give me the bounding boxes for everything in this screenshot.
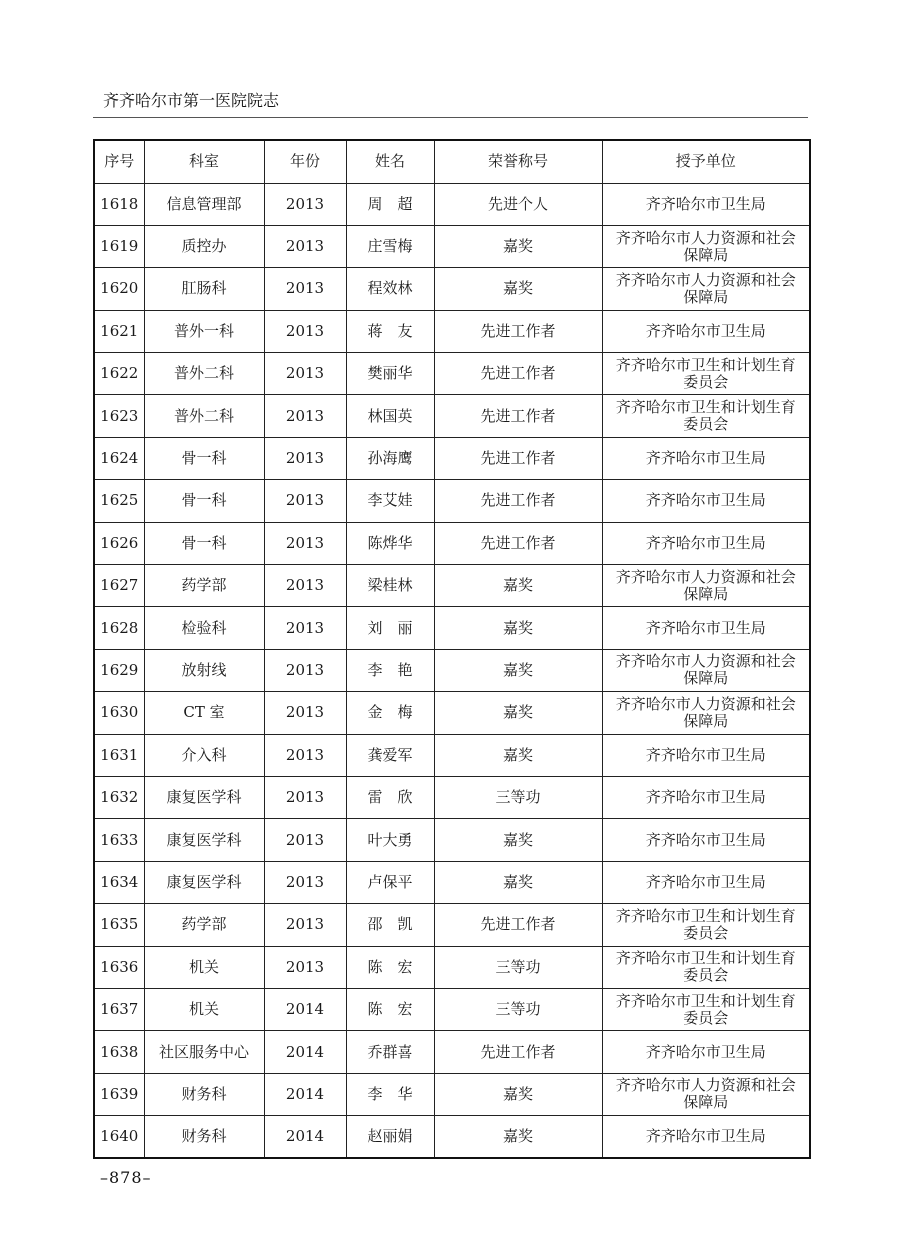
- table-row: [94, 1031, 810, 1073]
- unit-line-1: 齐齐哈尔市卫生局: [645, 788, 766, 807]
- column-header-name: 姓名: [346, 140, 434, 183]
- column-header-unit: 授予单位: [602, 140, 810, 183]
- cell-name: 陈 宏: [346, 946, 434, 988]
- table-row: [94, 183, 810, 225]
- cell-name: 孙海鹰: [346, 437, 434, 479]
- cell-no: 1633: [94, 819, 144, 861]
- cell-year: 2013: [264, 225, 346, 267]
- cell-dept: 机关: [144, 988, 264, 1030]
- cell-unit: [602, 946, 810, 988]
- table-row: [94, 480, 810, 522]
- cell-dept: 骨一科: [144, 437, 264, 479]
- cell-no: 1622: [94, 353, 144, 395]
- cell-honor: 三等功: [434, 946, 602, 988]
- unit-line-2: 保障局: [683, 287, 729, 306]
- cell-honor: 三等功: [434, 988, 602, 1030]
- cell-unit: [602, 395, 810, 437]
- cell-name: 龚爱军: [346, 734, 434, 776]
- unit-line-2: 保障局: [683, 711, 729, 730]
- cell-no: 1624: [94, 437, 144, 479]
- cell-name: 蒋 友: [346, 310, 434, 352]
- cell-name: 陈 宏: [346, 988, 434, 1030]
- unit-line-2: 委员会: [683, 923, 729, 942]
- column-header-no: 序号: [94, 140, 144, 183]
- table-row: [94, 607, 810, 649]
- table-row: [94, 353, 810, 395]
- cell-dept: 社区服务中心: [144, 1031, 264, 1073]
- cell-honor: 嘉奖: [434, 649, 602, 691]
- cell-honor: 三等功: [434, 776, 602, 818]
- unit-line-1: 齐齐哈尔市卫生局: [645, 745, 766, 764]
- table-row: [94, 819, 810, 861]
- cell-unit: [602, 353, 810, 395]
- cell-year: 2014: [264, 988, 346, 1030]
- cell-dept: 骨一科: [144, 522, 264, 564]
- unit-line-1: 齐齐哈尔市卫生局: [645, 533, 766, 552]
- cell-unit: [602, 819, 810, 861]
- table-row: [94, 692, 810, 734]
- cell-dept: 财务科: [144, 1073, 264, 1115]
- cell-year: 2013: [264, 353, 346, 395]
- unit-line-1: 齐齐哈尔市人力资源和社会: [615, 1076, 796, 1095]
- table-header-row: [94, 140, 810, 183]
- cell-year: 2013: [264, 819, 346, 861]
- table-row: [94, 225, 810, 267]
- table-row: [94, 310, 810, 352]
- cell-no: 1632: [94, 776, 144, 818]
- cell-year: 2013: [264, 776, 346, 818]
- unit-line-2: 保障局: [683, 669, 729, 688]
- cell-unit: [602, 1116, 810, 1158]
- cell-name: 李 华: [346, 1073, 434, 1115]
- cell-dept: 康复医学科: [144, 861, 264, 903]
- cell-no: 1619: [94, 225, 144, 267]
- cell-no: 1630: [94, 692, 144, 734]
- cell-unit: [602, 1031, 810, 1073]
- table-row: [94, 268, 810, 310]
- running-header-title: 齐齐哈尔市第一医院院志: [103, 91, 280, 110]
- cell-unit: [602, 692, 810, 734]
- unit-line-1: 齐齐哈尔市卫生局: [645, 194, 766, 213]
- cell-unit: [602, 649, 810, 691]
- cell-dept: 肛肠科: [144, 268, 264, 310]
- cell-year: 2014: [264, 1073, 346, 1115]
- cell-year: 2013: [264, 946, 346, 988]
- cell-year: 2013: [264, 310, 346, 352]
- table-row: [94, 437, 810, 479]
- cell-name: 梁桂林: [346, 565, 434, 607]
- cell-honor: 先进工作者: [434, 522, 602, 564]
- cell-name: 李 艳: [346, 649, 434, 691]
- table-row: [94, 1116, 810, 1158]
- unit-line-1: 齐齐哈尔市人力资源和社会: [615, 694, 796, 713]
- cell-name: 庄雪梅: [346, 225, 434, 267]
- cell-no: 1618: [94, 183, 144, 225]
- header-rule: [93, 117, 808, 118]
- table-row: [94, 734, 810, 776]
- unit-line-1: 齐齐哈尔市卫生和计划生育: [615, 398, 796, 417]
- cell-honor: 先进工作者: [434, 437, 602, 479]
- table-row: [94, 988, 810, 1030]
- cell-no: 1638: [94, 1031, 144, 1073]
- cell-no: 1629: [94, 649, 144, 691]
- cell-name: 林国英: [346, 395, 434, 437]
- cell-dept: 康复医学科: [144, 819, 264, 861]
- unit-line-1: 齐齐哈尔市卫生局: [645, 321, 766, 340]
- cell-unit: [602, 480, 810, 522]
- cell-unit: [602, 565, 810, 607]
- cell-unit: [602, 904, 810, 946]
- cell-year: 2013: [264, 395, 346, 437]
- cell-name: 卢保平: [346, 861, 434, 903]
- cell-no: 1637: [94, 988, 144, 1030]
- cell-honor: 嘉奖: [434, 1073, 602, 1115]
- cell-year: 2013: [264, 522, 346, 564]
- cell-dept: 介入科: [144, 734, 264, 776]
- cell-unit: [602, 225, 810, 267]
- unit-line-1: 齐齐哈尔市卫生局: [645, 830, 766, 849]
- table-row: [94, 649, 810, 691]
- cell-year: 2013: [264, 268, 346, 310]
- cell-dept: 普外二科: [144, 353, 264, 395]
- cell-dept: 信息管理部: [144, 183, 264, 225]
- cell-name: 邵 凯: [346, 904, 434, 946]
- cell-honor: 先进工作者: [434, 480, 602, 522]
- cell-name: 周 超: [346, 183, 434, 225]
- cell-dept: 药学部: [144, 904, 264, 946]
- cell-unit: [602, 310, 810, 352]
- unit-line-2: 委员会: [683, 966, 729, 985]
- unit-line-1: 齐齐哈尔市卫生局: [645, 1127, 766, 1146]
- cell-honor: 嘉奖: [434, 607, 602, 649]
- unit-line-1: 齐齐哈尔市人力资源和社会: [615, 228, 796, 247]
- cell-no: 1621: [94, 310, 144, 352]
- table-row: [94, 946, 810, 988]
- cell-unit: [602, 607, 810, 649]
- cell-honor: 先进工作者: [434, 310, 602, 352]
- cell-no: 1636: [94, 946, 144, 988]
- unit-line-1: 齐齐哈尔市卫生和计划生育: [615, 991, 796, 1010]
- cell-dept: 骨一科: [144, 480, 264, 522]
- cell-year: 2013: [264, 692, 346, 734]
- cell-honor: 嘉奖: [434, 565, 602, 607]
- honors-table: [93, 139, 811, 1159]
- cell-honor: 先进工作者: [434, 395, 602, 437]
- cell-dept: 财务科: [144, 1116, 264, 1158]
- cell-unit: [602, 734, 810, 776]
- cell-honor: 嘉奖: [434, 861, 602, 903]
- cell-unit: [602, 861, 810, 903]
- cell-no: 1640: [94, 1116, 144, 1158]
- unit-line-1: 齐齐哈尔市卫生局: [645, 491, 766, 510]
- table-row: [94, 565, 810, 607]
- unit-line-1: 齐齐哈尔市卫生和计划生育: [615, 949, 796, 968]
- table-row: [94, 522, 810, 564]
- cell-unit: [602, 1073, 810, 1115]
- cell-dept: 普外二科: [144, 395, 264, 437]
- cell-honor: 先进个人: [434, 183, 602, 225]
- column-header-dept: 科室: [144, 140, 264, 183]
- unit-line-1: 齐齐哈尔市卫生局: [645, 618, 766, 637]
- table-row: [94, 1073, 810, 1115]
- cell-honor: 先进工作者: [434, 904, 602, 946]
- cell-no: 1631: [94, 734, 144, 776]
- cell-honor: 先进工作者: [434, 1031, 602, 1073]
- unit-line-2: 委员会: [683, 1008, 729, 1027]
- cell-honor: 嘉奖: [434, 1116, 602, 1158]
- cell-year: 2013: [264, 861, 346, 903]
- cell-no: 1639: [94, 1073, 144, 1115]
- cell-unit: [602, 522, 810, 564]
- cell-name: 金 梅: [346, 692, 434, 734]
- cell-year: 2013: [264, 437, 346, 479]
- cell-no: 1628: [94, 607, 144, 649]
- cell-name: 雷 欣: [346, 776, 434, 818]
- cell-honor: 嘉奖: [434, 692, 602, 734]
- cell-year: 2013: [264, 649, 346, 691]
- column-header-year: 年份: [264, 140, 346, 183]
- cell-year: 2013: [264, 734, 346, 776]
- cell-honor: 先进工作者: [434, 353, 602, 395]
- unit-line-1: 齐齐哈尔市人力资源和社会: [615, 652, 796, 671]
- cell-name: 赵丽娟: [346, 1116, 434, 1158]
- unit-line-1: 齐齐哈尔市卫生局: [645, 1042, 766, 1061]
- cell-honor: 嘉奖: [434, 225, 602, 267]
- cell-name: 陈烨华: [346, 522, 434, 564]
- cell-unit: [602, 776, 810, 818]
- unit-line-1: 齐齐哈尔市卫生局: [645, 449, 766, 468]
- cell-year: 2013: [264, 607, 346, 649]
- column-header-honor: 荣誉称号: [434, 140, 602, 183]
- cell-year: 2013: [264, 480, 346, 522]
- cell-year: 2014: [264, 1031, 346, 1073]
- unit-line-2: 保障局: [683, 1093, 729, 1112]
- cell-year: 2013: [264, 565, 346, 607]
- cell-no: 1635: [94, 904, 144, 946]
- unit-line-2: 保障局: [683, 584, 729, 603]
- cell-name: 樊丽华: [346, 353, 434, 395]
- cell-name: 李艾娃: [346, 480, 434, 522]
- unit-line-2: 保障局: [683, 245, 729, 264]
- cell-honor: 嘉奖: [434, 268, 602, 310]
- table-row: [94, 904, 810, 946]
- cell-no: 1620: [94, 268, 144, 310]
- unit-line-1: 齐齐哈尔市卫生局: [645, 872, 766, 891]
- cell-year: 2013: [264, 904, 346, 946]
- unit-line-2: 委员会: [683, 415, 729, 434]
- cell-name: 程效林: [346, 268, 434, 310]
- cell-year: 2014: [264, 1116, 346, 1158]
- cell-year: 2013: [264, 183, 346, 225]
- unit-line-1: 齐齐哈尔市卫生和计划生育: [615, 906, 796, 925]
- cell-dept: 康复医学科: [144, 776, 264, 818]
- cell-dept: 机关: [144, 946, 264, 988]
- table-row: [94, 776, 810, 818]
- cell-unit: [602, 988, 810, 1030]
- unit-line-1: 齐齐哈尔市人力资源和社会: [615, 270, 796, 289]
- unit-line-1: 齐齐哈尔市人力资源和社会: [615, 567, 796, 586]
- cell-dept: 质控办: [144, 225, 264, 267]
- cell-honor: 嘉奖: [434, 819, 602, 861]
- cell-no: 1625: [94, 480, 144, 522]
- table-body: [94, 183, 810, 1158]
- cell-unit: [602, 268, 810, 310]
- cell-dept: 放射线: [144, 649, 264, 691]
- cell-dept: 检验科: [144, 607, 264, 649]
- unit-line-1: 齐齐哈尔市卫生和计划生育: [615, 355, 796, 374]
- page-number: –878–: [100, 1168, 152, 1187]
- cell-no: 1626: [94, 522, 144, 564]
- cell-dept: 药学部: [144, 565, 264, 607]
- cell-no: 1634: [94, 861, 144, 903]
- cell-name: 叶大勇: [346, 819, 434, 861]
- cell-no: 1627: [94, 565, 144, 607]
- cell-honor: 嘉奖: [434, 734, 602, 776]
- cell-name: 乔群喜: [346, 1031, 434, 1073]
- cell-no: 1623: [94, 395, 144, 437]
- table-row: [94, 395, 810, 437]
- table-row: [94, 861, 810, 903]
- cell-dept: 普外一科: [144, 310, 264, 352]
- cell-unit: [602, 183, 810, 225]
- cell-name: 刘 丽: [346, 607, 434, 649]
- cell-unit: [602, 437, 810, 479]
- cell-dept: CT 室: [144, 692, 264, 734]
- unit-line-2: 委员会: [683, 372, 729, 391]
